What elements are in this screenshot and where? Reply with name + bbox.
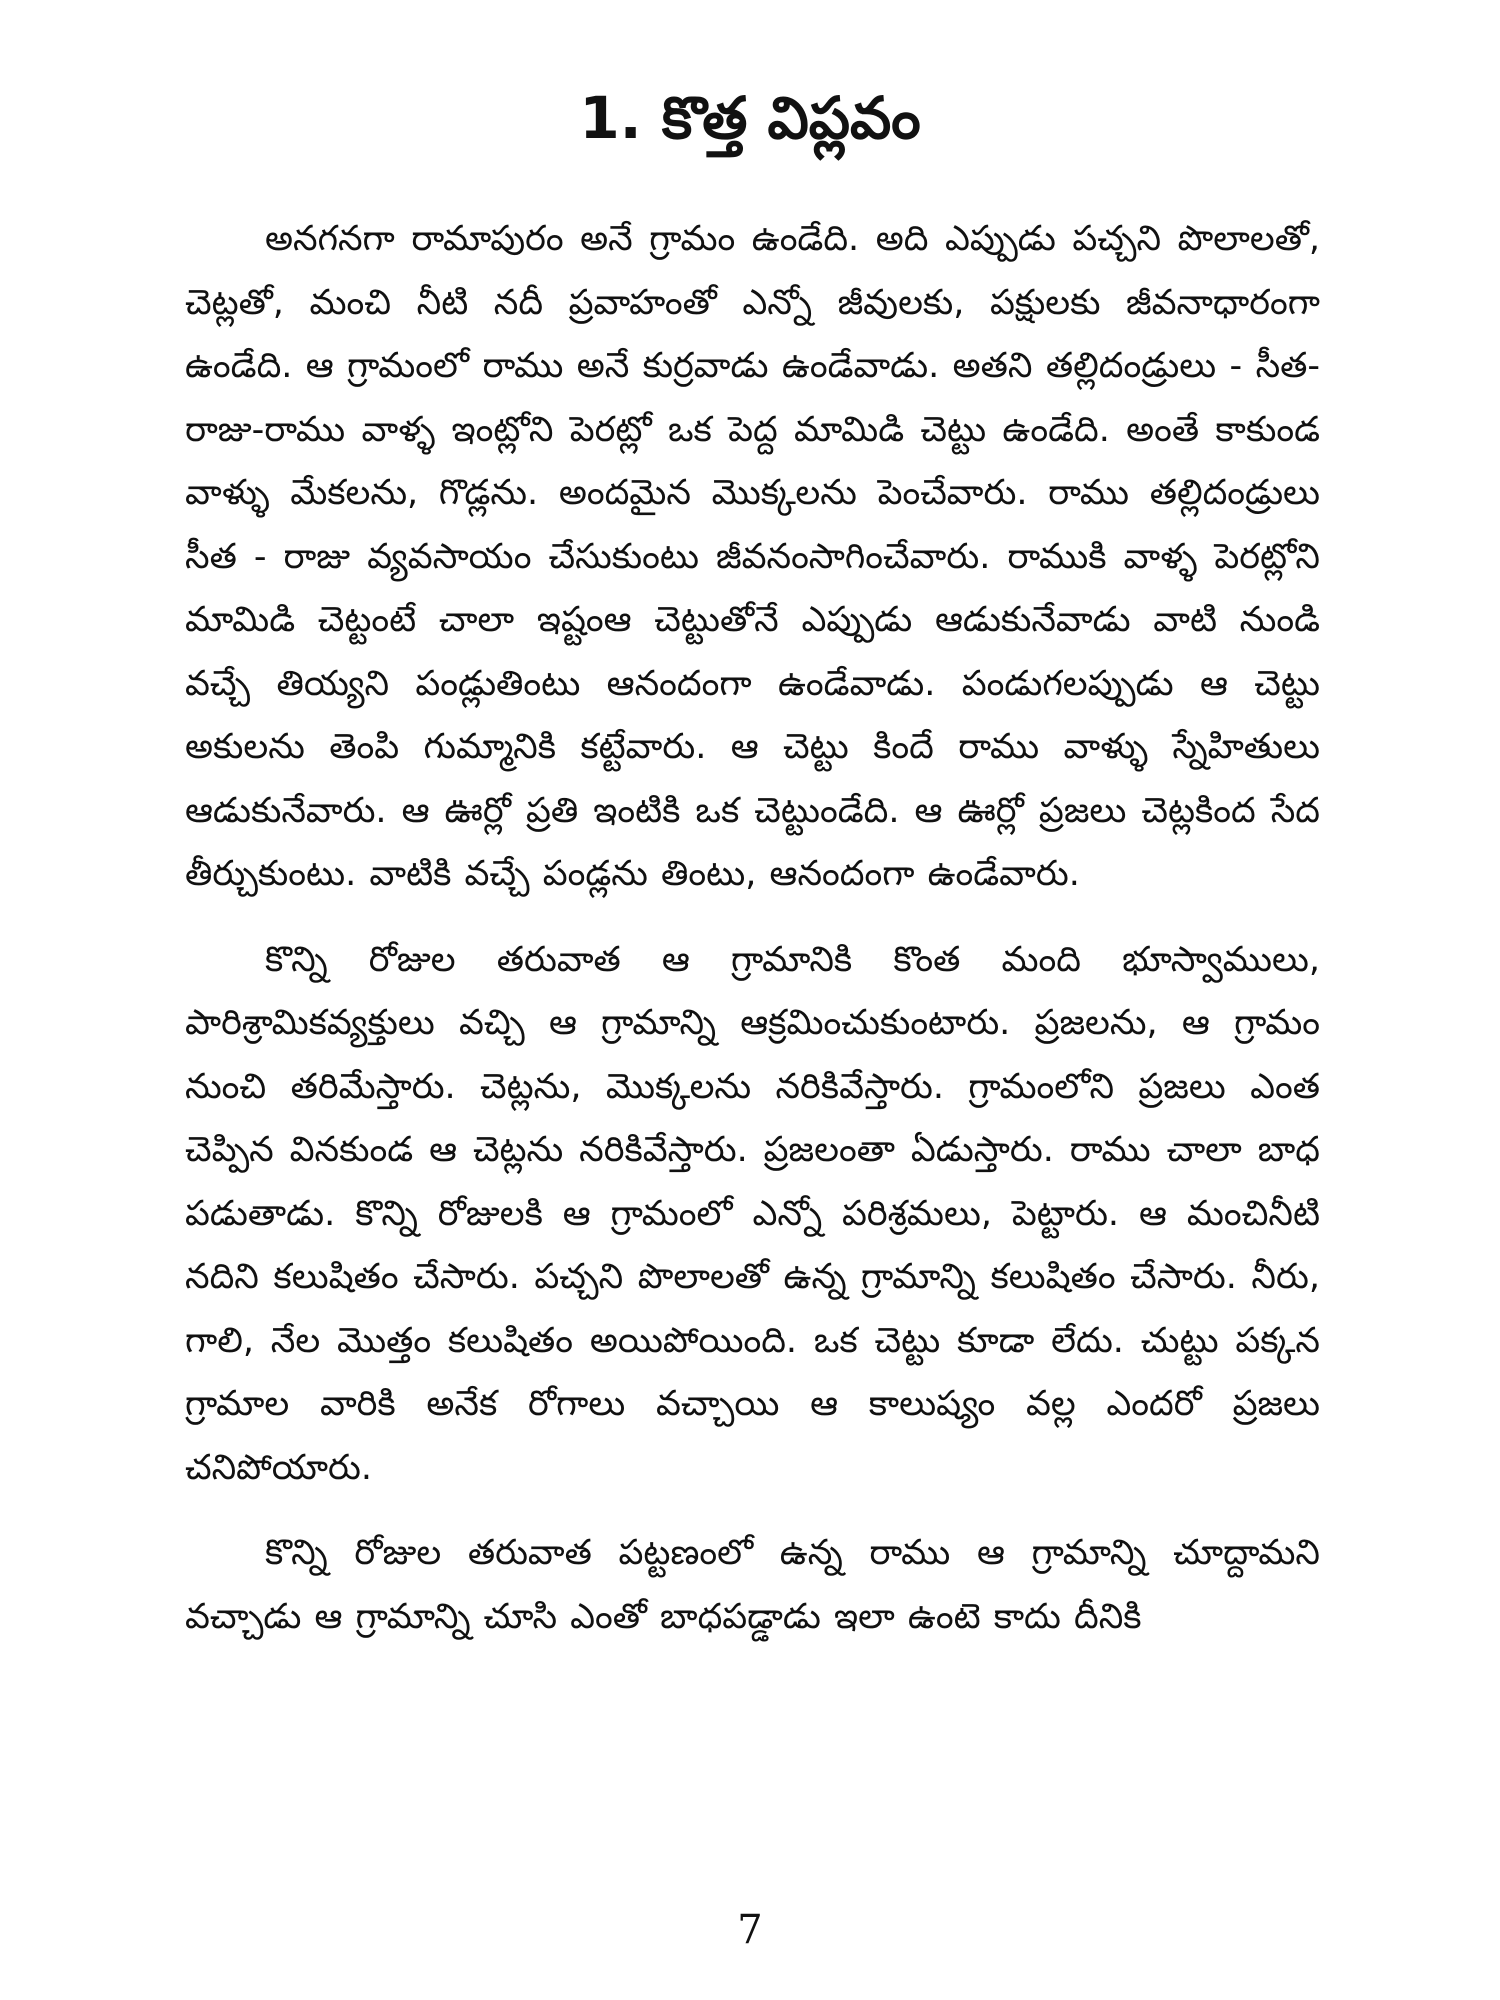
- paragraph-2: కొన్ని రోజుల తరువాత ఆ గ్రామానికి కొంత మంది భూస్వాములు, పారిశ్రామికవ్యక్తులు వచ్చి ఆ గ్రామాన్ని ఆక్రమించుకుంటారు. ప్రజలను, ఆ గ్రామం నుంచి తరిమేస్తారు. చెట్లను, మొక్కలను నరికివేస్తారు. గ్రామంలోని ప్రజలు ఎంత చెప్పిన వినకుండ ఆ చెట్లను నరికివేస్తారు. ప్రజలంతా ఏడుస్తారు. రాము చాలా బాధ పడుతాడు. కొన్ని రోజులకి ఆ గ్రామంలో ఎన్నో పరిశ్రమలు, పెట్టారు. ఆ మంచినీటి నదిని కలుషితం చేసారు. పచ్చని పొలాలతో ఉన్న గ్రామాన్ని కలుషితం చేసారు. నీరు, గాలి, నేల మొత్తం కలుషితం అయిపోయింది. ఒక చెట్టు కూడా లేదు. చుట్టు పక్కన గ్రామాల వారికి అనేక రోగాలు వచ్చాయి ఆ కాలుష్యం వల్ల ఎందరో ప్రజలు చనిపోయారు.: [185, 939, 1320, 1488]
- paragraph-3: కొన్ని రోజుల తరువాత పట్టణంలో ఉన్న రాము ఆ గ్రామాన్ని చూద్దామని వచ్చాడు ఆ గ్రామాన్ని చూసి ఎంతో బాధపడ్డాడు ఇలా ఉంటె కాదు దీనికి: [185, 1533, 1320, 1637]
- paragraph-1: అనగనగా రామాపురం అనే గ్రామం ఉండేది. అది ఎప్పుడు పచ్చని పొలాలతో, చెట్లతో, మంచి నీటి నదీ ప్రవాహంతో ఎన్నో జీవులకు, పక్షులకు జీవనాధారంగా ఉండేది. ఆ గ్రామంలో రాము అనే కుర్రవాడు ఉండేవాడు. అతని తల్లిదండ్రులు - సీత-రాజు-రాము వాళ్ళ ఇంట్లోని పెరట్లో ఒక పెద్ద మామిడి చెట్టు ఉండేది. అంతే కాకుండ వాళ్ళు మేకలను, గొడ్లను. అందమైన మొక్కలను పెంచేవారు. రాము తల్లిదండ్రులు సీత - రాజు వ్యవసాయం చేసుకుంటు జీవనంసాగించేవారు. రాముకి వాళ్ళ పెరట్లోని మామిడి చెట్టంటే చాలా ఇష్టంఆ చెట్టుతోనే ఎప్పుడు ఆడుకునేవాడు వాటి నుండి వచ్చే తియ్యని పండ్లుతింటు ఆనందంగా ఉండేవాడు. పండుగలప్పుడు ఆ చెట్టు అకులను తెంపి గుమ్మానికి కట్టేవారు. ఆ చెట్టు కిందే రాము వాళ్ళు స్నేహితులు ఆడుకునేవారు. ఆ ఊర్లో ప్రతి ఇంటికి ఒక చెట్టుండేది. ఆ ఊర్లో ప్రజలు చెట్లకింద సేద తీర్చుకుంటు. వాటికి వచ్చే పండ్లను తింటు, ఆనందంగా ఉండేవారు.: [185, 219, 1320, 894]
- story-body: [185, 208, 1320, 1649]
- chapter-title: 1. కొత్త విప్లవం: [579, 84, 921, 152]
- page-number: 7: [737, 1907, 763, 1953]
